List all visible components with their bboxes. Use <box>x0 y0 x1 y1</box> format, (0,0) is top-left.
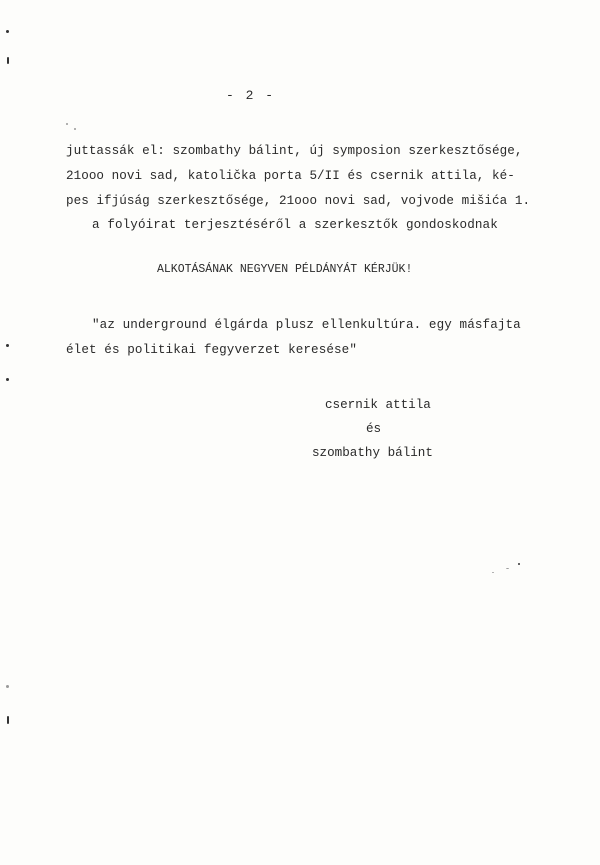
binder-mark <box>6 30 9 33</box>
binder-mark <box>6 685 9 688</box>
paper-speck <box>74 128 76 130</box>
quote-line: "az underground élgárda plusz ellenkultúra. egy másfajta <box>92 318 521 332</box>
page-number: - 2 - <box>226 88 276 103</box>
paragraph-line: a folyóirat terjesztéséről a szerkesztők gondoskodnak <box>92 218 498 232</box>
paragraph-line: pes ifjúság szerkesztősége, 21ooo novi sad, vojvode mišića 1. <box>66 194 531 208</box>
binder-mark <box>7 57 9 64</box>
quote-line: élet és politikai fegyverzet keresése" <box>66 343 357 357</box>
request-heading: ALKOTÁSÁNAK NEGYVEN PÉLDÁNYÁT KÉRJÜK! <box>157 263 413 276</box>
paper-speck <box>66 123 68 125</box>
paragraph-line: juttassák el: szombathy bálint, új symposion szerkesztősége, <box>66 144 523 158</box>
signature-conjunction: és <box>366 422 382 436</box>
paper-speck <box>492 572 494 573</box>
binder-mark <box>7 716 9 724</box>
signature-name: csernik attila <box>325 398 431 412</box>
paper-speck <box>518 563 520 565</box>
paper-speck <box>506 568 509 569</box>
binder-mark <box>6 378 9 381</box>
paragraph-line: 21ooo novi sad, katolička porta 5/II és csernik attila, ké- <box>66 169 515 183</box>
signature-name: szombathy bálint <box>312 446 433 460</box>
binder-mark <box>6 344 9 347</box>
